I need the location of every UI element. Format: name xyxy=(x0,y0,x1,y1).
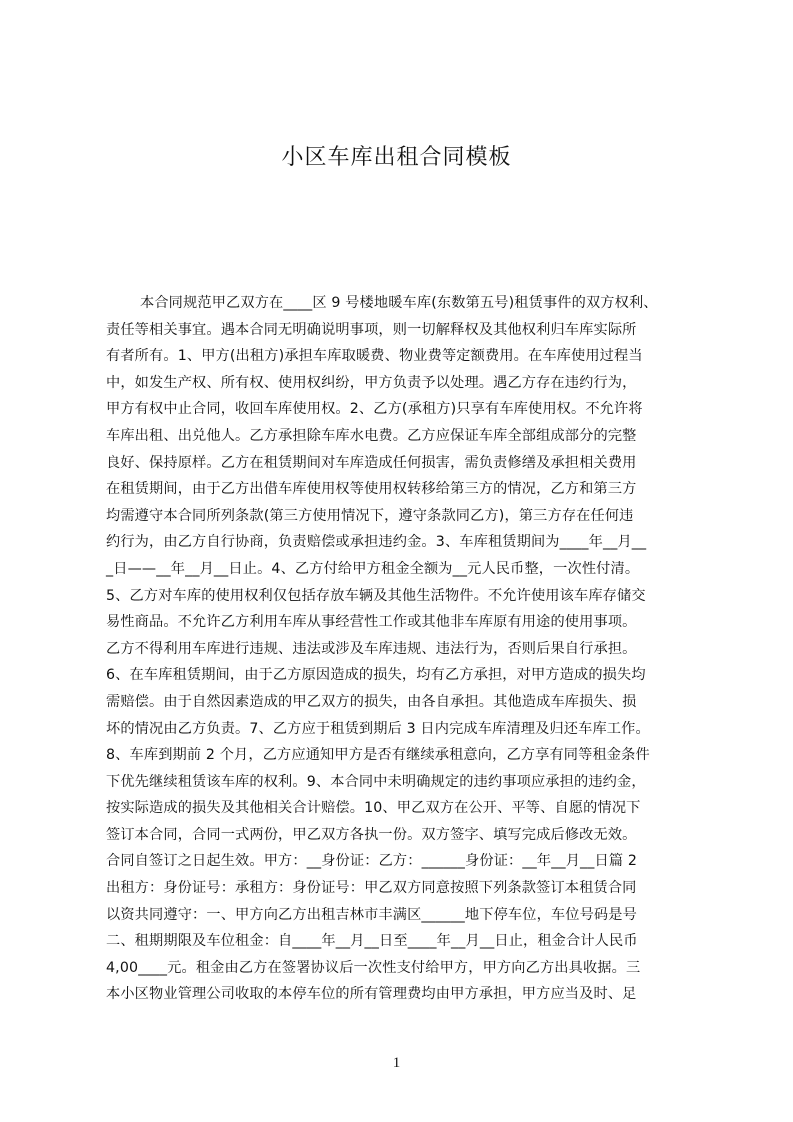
body-line: 约行为，由乙方自行协商，负责赔偿或承担违约金。3、车库租赁期间为____年__月__ xyxy=(106,534,647,551)
body-line: 4,00____元。租金由乙方在签署协议后一次性支付给甲方，甲方向乙方出具收据。三 xyxy=(106,959,641,976)
body-line: 易性商品。不允许乙方利用车库从事经营性工作或其他非车库原有用途的使用事项。 xyxy=(106,614,637,631)
body-line: 需赔偿。由于自然因素造成的甲乙双方的损失，由各自承担。其他造成车库损失、损 xyxy=(106,693,637,710)
body-line: 以资共同遵守：一、甲方向乙方出租吉林市丰满区______地下停车位，车位号码是号 xyxy=(106,906,637,923)
body-line: 有者所有。1、甲方(出租方)承担车库取暖费、物业费等定额费用。在车库使用过程当 xyxy=(106,348,643,365)
body-line: 责任等相关事宜。遇本合同无明确说明事项，则一切解释权及其他权利归车库实际所 xyxy=(106,321,637,338)
body-line: 8、车库到期前 2 个月，乙方应通知甲方是否有继续承租意向，乙方享有同等租金条件 xyxy=(106,747,650,764)
document-title: 小区车库出租合同模板 xyxy=(281,145,512,170)
document-body xyxy=(106,290,698,1003)
body-line: _日——__年__月__日止。4、乙方付给甲方租金全额为__元人民币整，一次性付清。 xyxy=(106,560,640,577)
body-line: 下优先继续租赁该车库的权利。9、本合同中未明确规定的违约事项应承担的违约金， xyxy=(106,773,646,790)
body-line: 本合同规范甲乙双方在____区 9 号楼地暖车库(东数第五号)租赁事件的双方权利、 xyxy=(140,295,658,311)
body-line: 出租方：身份证号：承租方：身份证号：甲乙双方同意按照下列条款签订本租赁合同 xyxy=(106,880,637,897)
body-line: 本小区物业管理公司收取的本停车位的所有管理费均由甲方承担，甲方应当及时、足 xyxy=(106,986,637,1003)
body-line: 二、租期期限及车位租金：自____年__月__日至____年__月__日止，租金合计人民币 xyxy=(106,933,638,950)
body-line: 乙方不得利用车库进行违规、违法或涉及车库违规、违法行为，否则后果自行承担。 xyxy=(106,640,637,657)
body-line: 均需遵守本合同所列条款(第三方使用情况下，遵守条款同乙方)，第三方存在任何违 xyxy=(106,507,634,524)
body-line: 合同自签订之日起生效。甲方：__身份证：乙方：______身份证：__年__月__日篇 2 xyxy=(106,853,638,870)
body-line: 按实际造成的损失及其他相关合计赔偿。10、甲乙双方在公开、平等、自愿的情况下 xyxy=(106,800,641,817)
body-line: 甲方有权中止合同，收回车库使用权。2、乙方(承租方)只享有车库使用权。不允许将 xyxy=(106,401,643,418)
body-line: 中，如发生产权、所有权、使用权纠纷，甲方负责予以处理。遇乙方存在违约行为， xyxy=(106,374,637,391)
body-line: 签订本合同，合同一式两份，甲乙双方各执一份。双方签字、填写完成后修改无效。 xyxy=(106,826,637,843)
body-line: 在租赁期间，由于乙方出借车库使用权等使用权转移给第三方的情况，乙方和第三方 xyxy=(106,481,637,498)
body-line: 坏的情况由乙方负责。7、乙方应于租赁到期后 3 日内完成车库清理及归还车库工作。 xyxy=(106,720,650,737)
body-line: 良好、保持原样。乙方在租赁期间对车库造成任何损害，需负责修缮及承担相关费用 xyxy=(106,454,637,471)
body-line: 5、乙方对车库的使用权利仅包括存放车辆及其他生活物件。不允许使用该车库存储交 xyxy=(106,587,646,604)
page-number: 1 xyxy=(392,1055,401,1071)
body-line: 车库出租、出兑他人。乙方承担除车库水电费。乙方应保证车库全部组成部分的完整 xyxy=(106,427,637,444)
body-line: 6、在车库租赁期间，由于乙方原因造成的损失，均有乙方承担，对甲方造成的损失均 xyxy=(106,667,646,684)
